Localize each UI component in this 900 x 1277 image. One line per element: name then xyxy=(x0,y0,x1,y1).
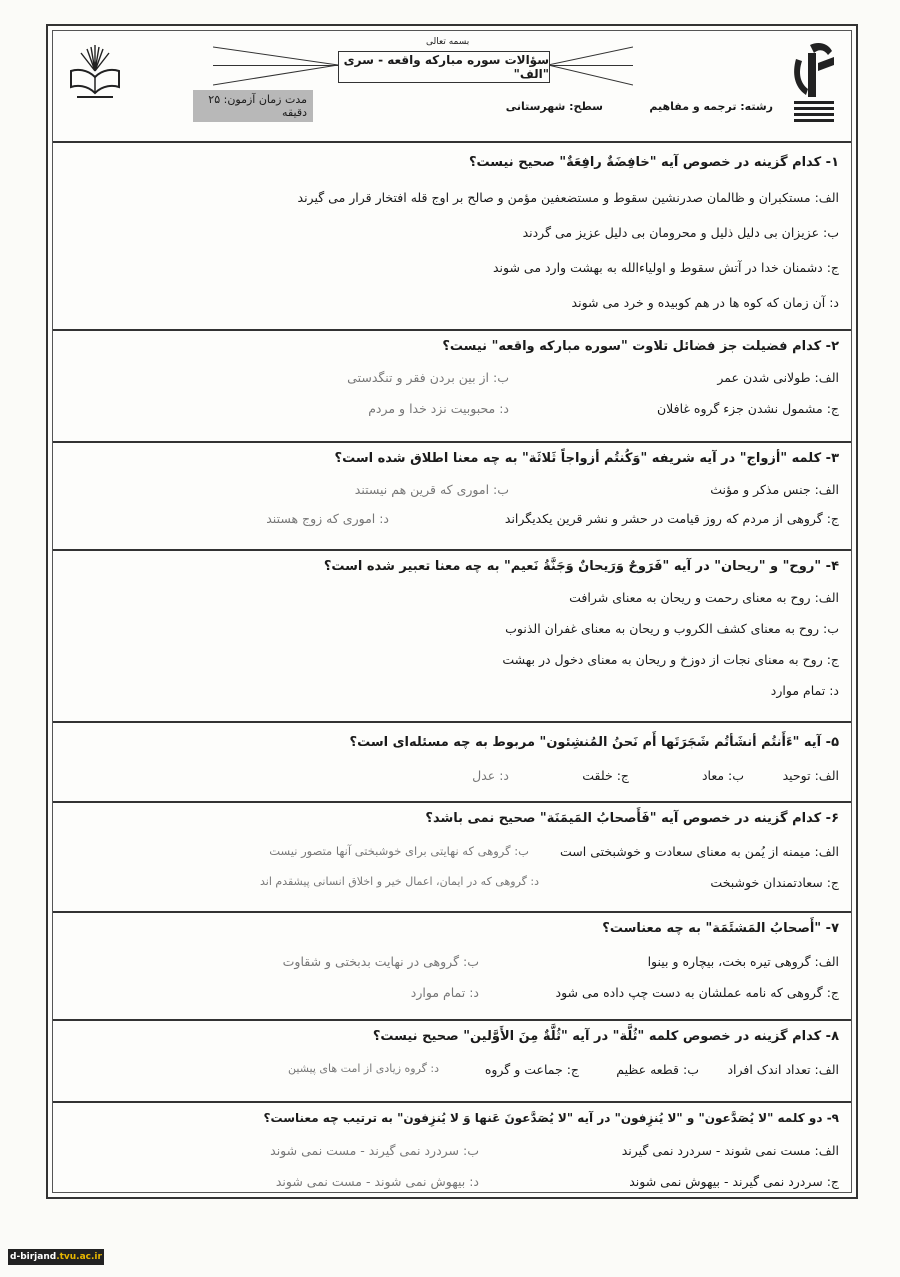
basmala-label: بسمه تعالی xyxy=(423,37,472,47)
option-dal[interactable]: د: گروهی که در ایمان، اعمال خیر و اخلاق انسانی پیشقدم اند xyxy=(260,875,539,888)
option-alef[interactable]: الف: تعداد اندک افراد xyxy=(727,1062,839,1077)
question-8 xyxy=(53,1021,851,1103)
question-stem: ۷- "أَصحابُ المَشئَمَة" به چه معناست؟ xyxy=(602,921,839,936)
question-stem: ۶- کدام گزینه در خصوص آیه "فَأَصحابُ المَیمَنَة" صحیح نمی باشد؟ xyxy=(425,811,839,826)
option-be[interactable]: ب: روح به معنای کشف الکروب و ریحان به معنای غفران الذنوب xyxy=(505,621,839,636)
site-watermark xyxy=(8,1249,104,1265)
option-be[interactable]: ب: گروهی که نهایتی برای خوشبختی آنها متصور نیست xyxy=(269,844,529,858)
option-row xyxy=(63,875,839,890)
question-1 xyxy=(53,141,851,331)
question-2 xyxy=(53,331,851,443)
question-3 xyxy=(53,443,851,551)
option-jim[interactable]: ج: سعادتمندان خوشبخت xyxy=(710,875,839,890)
option-dal[interactable]: د: تمام موارد xyxy=(410,985,479,1000)
question-6 xyxy=(53,803,851,913)
option-alef[interactable]: الف: توحید xyxy=(782,768,839,783)
option-dal[interactable]: د: آن زمان که کوه ها در هم کوبیده و خرد می شوند xyxy=(571,295,839,310)
option-row xyxy=(63,401,839,416)
option-dal[interactable]: د: عدل xyxy=(472,768,509,783)
option-row xyxy=(63,482,839,497)
option-dal[interactable]: د: تمام موارد xyxy=(770,683,839,698)
question-9 xyxy=(53,1103,851,1203)
book-logo xyxy=(63,41,127,131)
option-jim[interactable]: ج: سردرد نمی گیرند - بیهوش نمی شوند xyxy=(629,1174,839,1189)
option-alef[interactable]: الف: مستکبران و ظالمان صدرنشین سقوط و مستضعفین مؤمن و صالح بر اوج قله افتخار قرار می گیرند xyxy=(297,190,839,205)
exam-title: سؤالات سوره مبارکه واقعه - سری "الف" xyxy=(338,51,550,83)
field-sath: سطح: شهرستانی xyxy=(505,99,603,113)
question-5 xyxy=(53,723,851,803)
inner-frame xyxy=(52,30,852,1193)
option-be[interactable]: ب: قطعه عظیم xyxy=(616,1062,699,1077)
question-stem: ۲- کدام فضیلت جز فضائل تلاوت "سوره مبارکه واقعه" نیست؟ xyxy=(442,339,839,354)
question-stem: ۹- دو کلمه "لا یُصَدَّعون" و "لا یُنزِفون" در آیه "لا یُصَدَّعونَ عَنها وَ لا یُنزِفون" به ترتیب چه معناست؟ xyxy=(263,1111,839,1125)
exam-header xyxy=(53,31,851,143)
option-jim[interactable]: ج: روح به معنای نجات از دوزخ و ریحان به معنای دخول در بهشت xyxy=(502,652,839,667)
option-row xyxy=(63,768,839,783)
option-row xyxy=(63,1143,839,1158)
watermark-prefix: d-birjand xyxy=(10,1252,57,1262)
option-jim[interactable]: ج: گروهی که نامه عملشان به دست چپ داده می شود xyxy=(555,985,839,1000)
option-be[interactable]: ب: گروهی در نهایت بدبختی و شقاوت xyxy=(282,954,479,969)
option-row xyxy=(63,954,839,969)
option-row xyxy=(63,370,839,385)
question-7 xyxy=(53,913,851,1021)
option-be[interactable]: ب: اموری که قرین هم نیستند xyxy=(354,482,509,497)
option-alef[interactable]: الف: جنس مذکر و مؤنث xyxy=(710,482,839,497)
questions-area xyxy=(53,141,851,1192)
option-row xyxy=(63,1062,839,1077)
title-chevron-left xyxy=(213,45,338,87)
option-jim[interactable]: ج: مشمول نشدن جزء گروه غافلان xyxy=(656,401,839,416)
question-4 xyxy=(53,551,851,723)
option-dal[interactable]: د: بیهوش نمی شوند - مست نمی شوند xyxy=(275,1174,479,1189)
watermark-suffix: .tvu.ac.ir xyxy=(56,1252,102,1262)
exam-sheet xyxy=(46,24,858,1199)
title-block xyxy=(213,37,633,91)
option-alef[interactable]: الف: گروهی تیره بخت، بیچاره و بینوا xyxy=(647,954,839,969)
title-chevron-right xyxy=(548,45,633,87)
option-alef[interactable]: الف: روح به معنای رحمت و ریحان به معنای شرافت xyxy=(569,590,839,605)
field-reshte: رشته: ترجمه و مفاهیم xyxy=(649,99,773,113)
option-jim[interactable]: ج: دشمنان خدا در آتش سقوط و اولیاءالله به بهشت وارد می شوند xyxy=(492,260,839,275)
option-be[interactable]: ب: سردرد نمی گیرند - مست نمی شوند xyxy=(270,1143,479,1158)
question-stem: ۵- آیه "ءَأَنتُم أنشَأتُم شَجَرَتَها أَم نَحنُ المُنشِئون" مربوط به چه مسئله‌ای است؟ xyxy=(349,735,839,750)
emblem-logo xyxy=(785,39,843,131)
open-book-icon xyxy=(67,41,123,103)
emblem-icon xyxy=(788,39,840,127)
option-be[interactable]: ب: معاد xyxy=(701,768,744,783)
option-alef[interactable]: الف: مست نمی شوند - سردرد نمی گیرند xyxy=(621,1143,839,1158)
option-row xyxy=(63,511,839,526)
question-stem: ۳- کلمه "أزواج" در آیه شریفه "وَكُنتُم أزواجاً ثَلاثَة" به چه معنا اطلاق شده است؟ xyxy=(334,451,839,466)
field-time: مدت زمان آزمون: ۲۵ دقیقه xyxy=(193,90,313,122)
question-stem: ۴- "روح" و "ریحان" در آیه "فَرَوحٌ وَرَیحانٌ وَجَنَّةُ نَعیم" به چه معنا تعبیر شده است؟ xyxy=(323,559,839,574)
option-row xyxy=(63,985,839,1000)
option-jim[interactable]: ج: خلقت xyxy=(582,768,629,783)
option-row xyxy=(63,844,839,859)
option-alef[interactable]: الف: طولانی شدن عمر xyxy=(717,370,839,385)
option-dal[interactable]: د: محبوبیت نزد خدا و مردم xyxy=(368,401,509,416)
option-dal[interactable]: د: گروه زیادی از امت های پیشین xyxy=(288,1062,439,1075)
option-jim[interactable]: ج: گروهی از مردم که روز قیامت در حشر و نشر قرین یکدیگراند xyxy=(504,511,839,526)
question-stem: ۸- کدام گزینه در خصوص کلمه "ثُلَّة" در آیه "ثُلَّةٌ مِنَ الأَوَّلین" صحیح نیست؟ xyxy=(372,1029,839,1044)
option-dal[interactable]: د: اموری که زوج هستند xyxy=(266,511,389,526)
question-stem: ۱- کدام گزینه در خصوص آیه "خافِضَةٌ رافِعَةٌ" صحیح نیست؟ xyxy=(468,155,839,170)
option-be[interactable]: ب: از بین بردن فقر و تنگدستی xyxy=(347,370,509,385)
option-row xyxy=(63,1174,839,1189)
exam-info-row xyxy=(193,95,777,117)
option-jim[interactable]: ج: جماعت و گروه xyxy=(484,1062,579,1077)
option-be[interactable]: ب: عزیزان بی دلیل ذلیل و محرومان بی دلیل عزیز می گردند xyxy=(522,225,839,240)
option-alef[interactable]: الف: میمنه از یُمن به معنای سعادت و خوشبختی است xyxy=(560,844,839,859)
